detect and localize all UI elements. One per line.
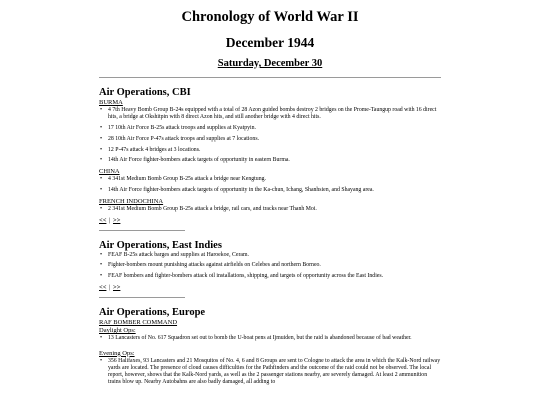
subsection-label: RAF BOMBER COMMAND xyxy=(99,318,178,326)
list-item: • 356 Halifaxes, 93 Lancasters and 21 Mosquitos of No. 4, 6 and 8 Groups are sent to Cologne to attack the area in which the Kalk-Nord railway yards are located. The presence of cloud causes difficulties for the Pathfinders and the outcome of the raid could not be observed. The local report, however, shows that the Kalk-Nord yards, as well as the 2 passenger stations nearby, are severely damaged. At least 2 ammunition trains blow up. Nearby Autobahns are also badly damaged, all adding to xyxy=(108,358,441,387)
section-title: Air Operations, CBI xyxy=(99,87,191,98)
subsection-sublabel: Evening Ops: xyxy=(99,349,135,357)
subsection-label: BURMA xyxy=(99,99,123,106)
list-item: • 13 Lancasters of No. 617 Squadron set out to bomb the U-boat pens at Ijmuiden, but the raid is abandoned because of bad weather. xyxy=(108,335,441,342)
list-item: • 2 341st Medium Bomb Group B-25s attack a bridge, rail cars, and tracks near Thanh Moi. xyxy=(108,206,441,213)
event-list xyxy=(99,335,441,342)
nav-separator: | xyxy=(109,283,111,291)
section-nav xyxy=(99,284,441,292)
subsection-sublabel: Daylight Ops: xyxy=(99,326,136,334)
section-air-ops-cbi xyxy=(99,87,441,231)
month-heading: December 1944 xyxy=(225,35,315,50)
list-item: • 14th Air Force fighter-bombers attack targets of opportunity in the Ka-chun, Ichang, Shanhsien, and Shayang area. xyxy=(108,187,441,194)
event-list xyxy=(99,358,441,387)
list-item: • FEAF bombers and fighter-bombers attack oil installations, shipping, and targets of opportunity across the East Indies. xyxy=(108,273,441,280)
page-title: Chronology of World War II xyxy=(181,9,359,25)
list-item: • 4 341st Medium Bomb Group B-25s attack a bridge near Kengtung. xyxy=(108,176,441,183)
section-nav xyxy=(99,217,441,225)
section-title: Air Operations, Europe xyxy=(99,306,206,318)
event-list xyxy=(99,176,441,194)
list-item: • 17 10th Air Force B-25s attack troops and supplies at Kyatpyin. xyxy=(108,125,441,132)
subsection-label: CHINA xyxy=(99,168,120,176)
subsection-label: FRENCH INDOCHINA xyxy=(99,197,164,205)
list-item: • Fighter-bombers mount punishing attacks against airfields on Celebes and northern Borneo. xyxy=(108,262,441,269)
top-divider xyxy=(99,77,441,78)
event-list xyxy=(99,206,441,213)
section-air-ops-east-indies xyxy=(99,240,441,298)
event-list xyxy=(99,107,441,165)
section-title: Air Operations, East Indies xyxy=(99,239,222,251)
list-item: • 12 P-47s attack 4 bridges at 3 locations. xyxy=(108,147,441,154)
list-item: • 14th Air Force fighter-bombers attack targets of opportunity in eastern Burma. xyxy=(108,157,441,164)
next-section-link[interactable]: >> xyxy=(112,283,121,291)
list-item: • 4 7th Heavy Bomb Group B-24s equipped with a total of 28 Azon guided bombs destroy 2 bridges on the Prome-Taungup road with 16 direct hits, a bridge at Okshitpin with 8 direct Azon hits, and still another bridge with 4 direct hits. xyxy=(108,107,441,121)
event-list xyxy=(99,252,441,281)
next-section-link[interactable]: >> xyxy=(112,216,121,224)
nav-separator: | xyxy=(109,216,111,224)
day-heading: Saturday, December 30 xyxy=(217,58,323,69)
content xyxy=(99,87,441,390)
prev-section-link[interactable]: << xyxy=(99,283,107,291)
section-air-ops-europe xyxy=(99,307,441,387)
list-item: • FEAF B-25s attack barges and supplies at Haroekoe, Ceram. xyxy=(108,252,441,259)
prev-section-link[interactable]: << xyxy=(99,216,107,224)
list-item: • 28 10th Air Force P-47s attack troops and supplies at 7 locations. xyxy=(108,136,441,143)
